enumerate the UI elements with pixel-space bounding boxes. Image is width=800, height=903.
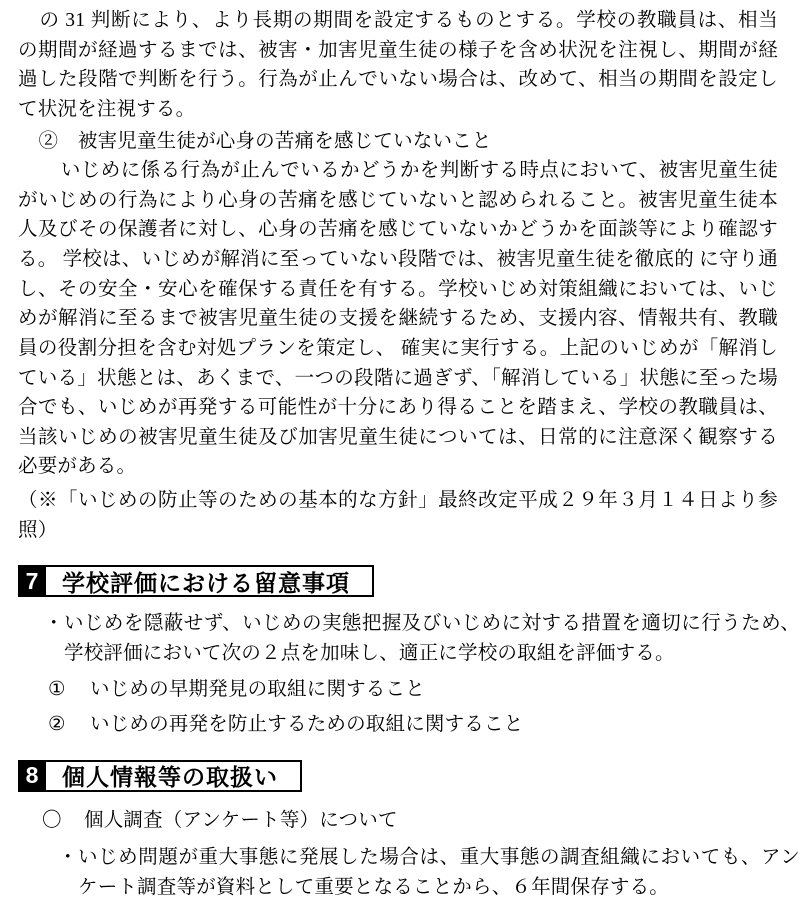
section-7-heading [18,565,800,599]
section-7-number: 7 [18,565,46,597]
section-7-item-1-text: いじめの早期発見の取組に関すること [90,678,425,700]
section-7-bullet [44,609,800,668]
paragraph-continuation: の 31 判断により、より長期の期間を設定するものとする。学校の教職員は、相当の期間が経過するまでは、被害・加害児童生徒の様子を含め状況を注視し、期間が経過した段階で判断を行う。行為が止んでいない場合は、改めて、相当の期間を設定して状況を注視する。 [18,10,778,120]
section-8-bullet [40,843,800,902]
circle-marker-icon: 〇 [42,809,62,831]
section-8 [0,760,800,903]
bullet-marker-icon: ・ [58,847,78,869]
list-item [44,710,800,740]
section-8-topic-text: 個人調査（アンケート等）について [84,809,398,831]
circled-number-1-icon: ① [48,678,66,700]
section-7-bullet-text: いじめを隠蔽せず、いじめの実態把握及びいじめに対する措置を適切に行うため、学校評価において次の２点を加味し、適正に学校の取組を評価する。 [64,613,800,664]
section-7 [0,565,800,740]
section-8-number: 8 [18,760,46,792]
paragraph-resolution-criteria: いじめに係る行為が止んでいるかどうかを判断する時点において、被害児童生徒がいじめの行為により心身の苦痛を感じていないと認められること。被害児童生徒本人及びその保護者に対し、心身の苦痛を感じていないかどうかを面談等により確認する。 学校は、いじめが解消に至っていない段階では、被害児童生徒を徹底的 に守り通し、その安全・安心を確保する責任を有する。学校いじめ対策組織においては、いじめが解消に至るまで被害児童生徒の支援を継続するため、支援内容、情報共有、教職員の役割分担を含む対処プランを策定し、 確実に実行する。上記のいじめが「解消している」状態とは、あくまで、一つの段階に過ぎず、「解消している」状態に至った場合でも、いじめが再発する可能性が十分にあり得ることを踏まえ、学校の教職員は、当該いじめの被害児童生徒及び加害児童生徒については、日常的に注意深く観察する必要がある。 [18,160,778,478]
section-8-topic [40,806,800,836]
circled-number-2-icon: ② [48,714,66,736]
list-item [44,675,800,705]
section-8-heading [18,760,800,794]
section-8-body [18,806,800,903]
paragraph-source-note: （※「いじめの防止等のための基本的な方針」最終改定平成２９年３月１４日より参照） [18,490,778,541]
paragraph-item-2: ② 被害児童生徒が心身の苦痛を感じていないこと [38,130,492,152]
section-8-title: 個人情報等の取扱い [46,760,302,792]
section-7-body [18,609,800,740]
section-7-title: 学校評価における留意事項 [46,565,374,597]
section-8-bullet-text: いじめ問題が重大事態に発展した場合は、重大事態の調査組織においても、アンケート調査等が資料として重要となることから、６年間保存する。 [78,847,800,898]
section-7-item-2-text: いじめの再発を防止するための取組に関すること [90,714,524,736]
bullet-marker-icon: ・ [44,613,64,635]
